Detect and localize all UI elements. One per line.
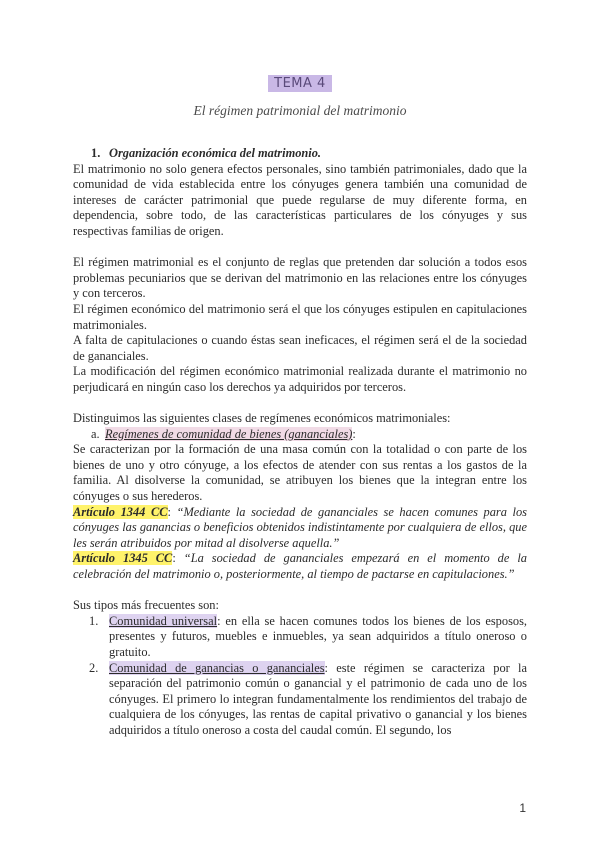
- article-1345-colon: :: [172, 551, 176, 566]
- paragraph-3: El régimen económico del matrimonio será el que los cónyuges estipulen en capitulaciones matrimoniales.: [73, 301, 527, 332]
- subitem-a-marker: a.: [91, 426, 100, 441]
- list-item: [73, 661, 527, 739]
- list-item-text: : en ella se hacen comunes todos los bienes de los esposos, presentes y futuros, muebles e inmuebles, ya sean adquiridos a título oneroso o gratuito.: [109, 613, 528, 659]
- article-1345-label: Artículo 1345 CC: [73, 551, 173, 566]
- types-list: [73, 614, 527, 739]
- article-1345-text: “La sociedad de gananciales empezará en el momento de la celebración del matrimonio o, posteriormente, al tiempo de pactarse en capitulaciones.”: [73, 551, 527, 582]
- paragraph-1: El matrimonio no solo genera efectos personales, sino también patrimoniales, dado que la comunidad de vida establecida entre los cónyuges genera también una comunidad de intereses de carácter patrimonial que puede regularse de muy diferente forma, en dependencia, sobre todo, de las características particulares de los cónyuges y sus respectivas familias de origen.: [73, 161, 527, 238]
- list-item-label: Comunidad universal: [109, 613, 218, 628]
- list-item-marker: 2.: [89, 660, 99, 675]
- paragraph-5: La modificación del régimen económico matrimonial realizada durante el matrimonio no perjudicará en ningún caso los derechos ya adquiridos por terceros.: [73, 364, 527, 394]
- document-subtitle: El régimen patrimonial del matrimonio: [193, 103, 407, 118]
- section-title: Organización económica del matrimonio.: [109, 146, 322, 160]
- paragraph-4: A falta de capitulaciones o cuando éstas sean ineficaces, el régimen será el de la sociedad de gananciales.: [73, 333, 527, 363]
- article-1344: [73, 505, 527, 552]
- article-1344-text: “Mediante la sociedad de gananciales se hacen comunes para los cónyuges las ganancias o beneficios obtenidos indistintamente por cualquiera de ellos, que les serán atribuidos por mitad al disolverse aquella.”: [73, 504, 528, 550]
- list-item-label: Comunidad de ganancias o gananciales: [109, 660, 325, 675]
- tema-header: [0, 74, 600, 92]
- document-body: [73, 146, 527, 739]
- subitem-a-suffix: :: [352, 426, 356, 441]
- paragraph-6: Distinguimos las siguientes clases de regímenes económicos matrimoniales:: [73, 411, 451, 426]
- list-item-marker: 1.: [89, 613, 99, 628]
- article-1344-label: Artículo 1344 CC: [73, 504, 168, 519]
- article-1344-colon: :: [167, 504, 171, 519]
- tema-label: TEMA 4: [268, 75, 332, 92]
- paragraph-7: Se caracterizan por la formación de una masa común con la totalidad o con parte de los bienes de uno y otro cónyuge, a los efectos de atender con sus rentas a los gastos de la familia. Al disolverse la comunidad, se atribuyen los bienes que la integran entre los cónyuges o sus herederos.: [73, 442, 527, 504]
- paragraph-8: Sus tipos más frecuentes son:: [73, 598, 219, 613]
- section-number: 1.: [91, 146, 101, 160]
- article-1345: [73, 551, 527, 582]
- paragraph-2: El régimen matrimonial es el conjunto de reglas que pretenden dar solución a todos esos problemas pecuniarios que se derivan del matrimonio en las relaciones entre los cónyuges y con terceros.: [73, 255, 527, 301]
- subitem-a-label: Regímenes de comunidad de bienes (gananciales): [105, 426, 353, 441]
- section-heading: [91, 146, 527, 162]
- list-item-text: : este régimen se caracteriza por la separación del patrimonio común o ganancial y el patrimonio de cada uno de los cónyuges. El primero lo integran fundamentalmente los rendimientos del trabajo de cualquiera de los cónyuges, las rentas de capital privativo o ganancial y los bienes adquiridos a título oneroso a costa del caudal común. El segundo, los: [109, 660, 527, 737]
- list-item: [73, 614, 527, 661]
- page-number: 1: [519, 801, 526, 815]
- subitem-a: [91, 427, 527, 443]
